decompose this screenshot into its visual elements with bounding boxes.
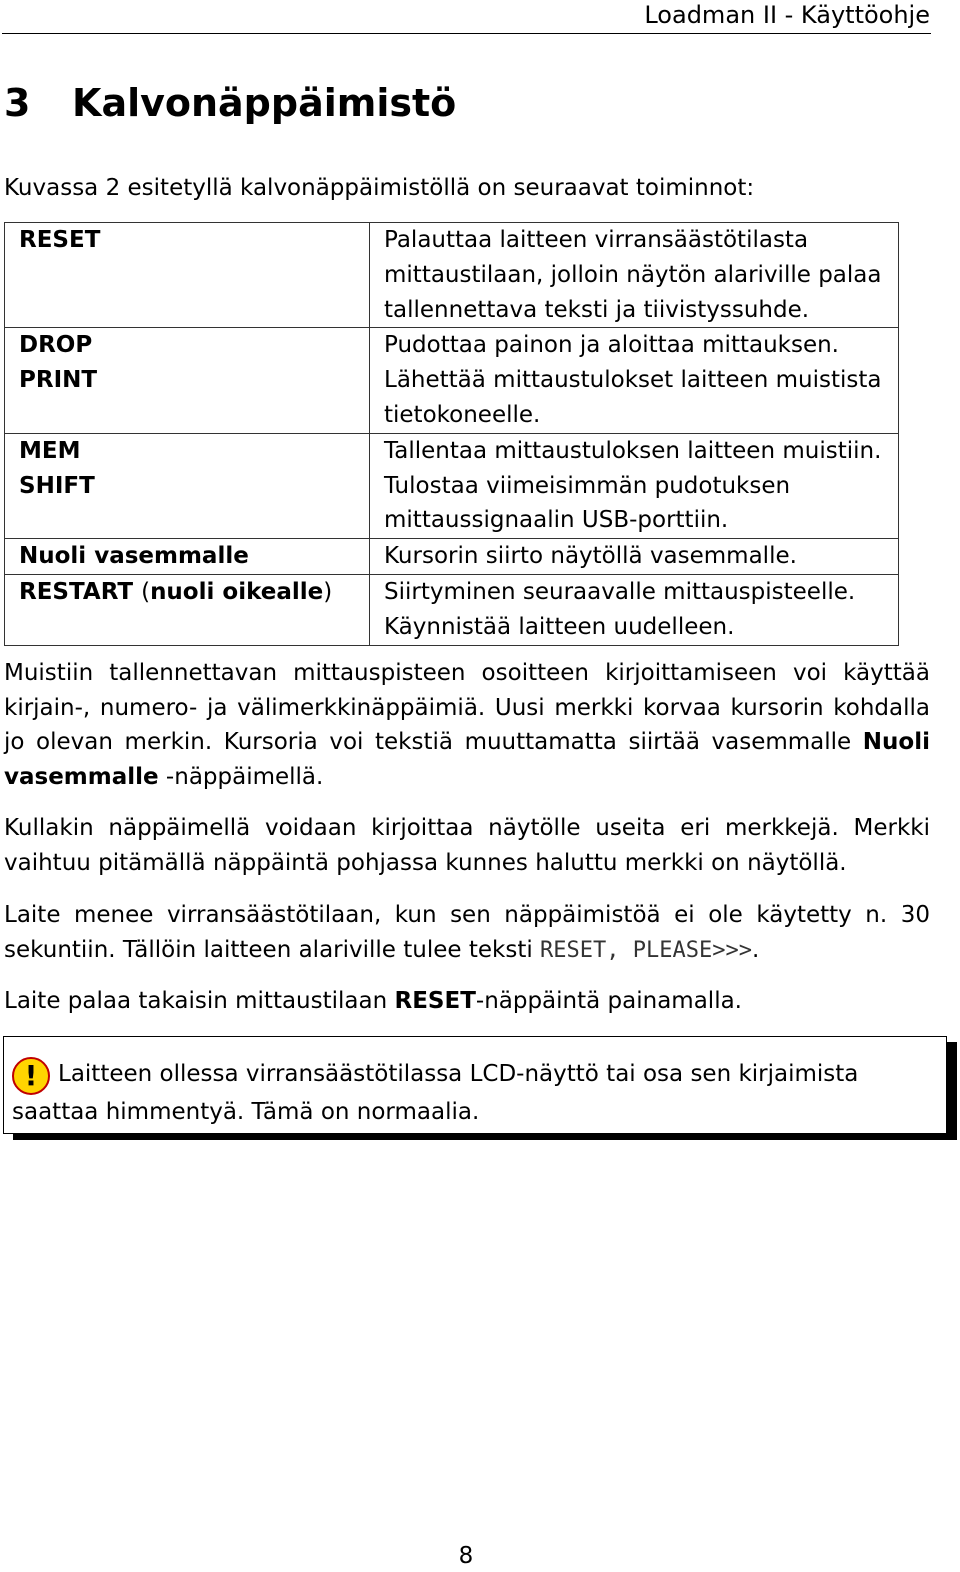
header-divider [2,33,931,34]
description-cell: Siirtyminen seuraavalle mittauspisteelle. Käynnistää laitteen uudelleen. [370,574,899,645]
lcd-text: RESET, PLEASE>>> [540,937,752,963]
description-text: Lähettää mittaustulokset laitteen muistista tietokoneelle. [384,367,882,428]
note-text-block [12,1057,942,1130]
running-header: Loadman II - Käyttöohje [644,1,930,29]
description-cell [370,328,899,433]
description-text: Pudottaa painon ja aloittaa mittauksen. [384,332,839,359]
section-number: 3 [4,81,31,125]
paren-close: ) [323,578,333,605]
key-restart: RESTART [19,578,134,605]
table-row [5,433,899,538]
key-cell [5,223,370,328]
paragraph-text: Laite palaa takaisin mittaustilaan [4,988,395,1014]
paragraph-bold: Nuoli vasemmalle [4,729,930,790]
table-row [5,574,899,645]
key-paren-text: nuoli oikealle [150,578,324,605]
description-cell [370,433,899,538]
intro-paragraph: Kuvassa 2 esitetyllä kalvonäppäimistöllä on seuraavat toiminnot: [4,175,755,201]
key-name: SHIFT [19,472,95,499]
description-cell: Kursorin siirto näytöllä vasemmalle. [370,539,899,575]
paren-open: ( [141,578,151,605]
key-cell [5,433,370,538]
description-cell: Palauttaa laitteen virransäästötilasta mittaustilaan, jolloin näytön alariville palaa tallennettava teksti ja tiivistyssuhde. [370,223,899,328]
key-name: MEM [19,437,81,464]
description-text: Tulostaa viimeisimmän pudotuksen mittaussignaalin USB-porttiin. [384,472,791,534]
paragraph-reset [4,984,930,1019]
paragraph-suffix: -näppäintä painamalla. [475,988,742,1014]
section-heading [4,76,456,130]
paragraph-text: Muistiin tallennettavan mittauspisteen osoitteen kirjoittamiseen voi käyttää kirjain-, numero- ja välimerkkinäppäimiä. Uusi merkki korvaa kursorin kohdalla jo olevan merkin. Kursoria voi tekstiä muuttamatta siirtää vasemmalle [4,660,930,755]
keys-table [4,222,899,646]
warning-note [3,1036,947,1134]
paragraph-characters [4,811,930,880]
table-row [5,328,899,433]
page-number: 8 [458,1543,474,1569]
paragraph-text: Laite menee virransäästötilaan, kun sen näppäimistöä ei ole käytetty n. 30 sekuntiin. Tällöin laitteen alariville tulee teksti [4,902,930,963]
paragraph-suffix: -näppäimellä. [158,763,324,790]
paragraph-bold: RESET [394,988,476,1014]
description-text: Tallentaa mittaustuloksen laitteen muistiin. [384,437,882,464]
note-text: Laitteen ollessa virransäästötilassa LCD-näyttö tai osa sen kirjaimista saattaa himmentyä. Tämä on normaalia. [12,1061,859,1125]
key-name: Nuoli vasemmalle [19,543,249,570]
key-cell [5,539,370,575]
key-cell [5,574,370,645]
paragraph-suffix: . [751,936,760,963]
table-row [5,223,899,328]
table-row [5,539,899,575]
key-name: DROP [19,332,93,359]
key-name: PRINT [19,367,98,394]
key-name [19,575,369,610]
warning-icon: ! [12,1057,50,1095]
key-name: RESET [19,227,101,253]
section-title: Kalvonäppäimistö [72,81,457,125]
key-cell [5,328,370,433]
paragraph-power-save [4,898,930,968]
paragraph-cursor [4,656,930,794]
paragraph-text: Kullakin näppäimellä voidaan kirjoittaa näytölle useita eri merkkejä. Merkki vaihtuu pitämällä näppäintä pohjassa kunnes haluttu merkki on näytöllä. [4,815,930,876]
